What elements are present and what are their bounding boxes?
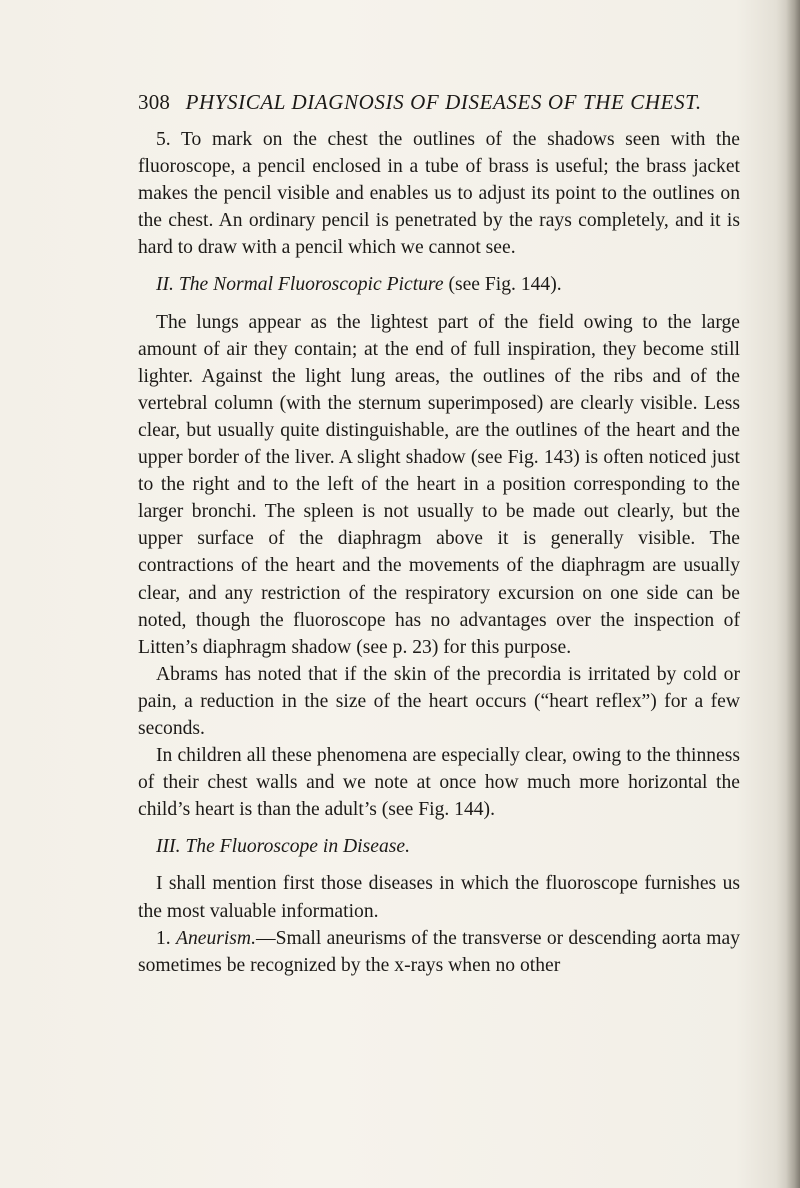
item-number: 1.	[156, 927, 171, 949]
section-figure-ref: (see Fig. 144).	[448, 274, 562, 296]
running-title: PHYSICAL DIAGNOSIS OF DISEASES OF THE CHEST.	[185, 90, 702, 114]
running-header	[138, 90, 738, 115]
section-title: The Fluoroscope in Disease.	[185, 836, 410, 858]
section-heading-normal-picture	[138, 271, 740, 298]
page-body	[138, 126, 740, 979]
section-number: III.	[156, 836, 181, 858]
page-edge-shadow	[786, 0, 800, 1188]
item-term: Aneurism.	[175, 927, 256, 949]
paragraph-children: In children all these phenomena are especially clear, owing to the thinness of their chest walls and we note at once how much more horizontal the child’s heart is than the adult’s (see Fig. 144).	[138, 745, 740, 821]
section-heading-disease	[138, 833, 740, 860]
paragraph-pencil: 5. To mark on the chest the outlines of the shadows seen with the fluoroscope, a pencil enclosed in a tube of brass is useful; the brass jacket makes the pencil visible and enables us to adjust its point to the outlines on the chest. An ordinary pencil is penetrated by the rays completely, and it is hard to draw with a pencil which we cannot see.	[138, 129, 740, 259]
paragraph-abrams: Abrams has noted that if the skin of the precordia is irritated by cold or pain, a reduction in the size of the heart occurs (“heart reflex”) for a few seconds.	[138, 663, 740, 739]
paragraph-lungs: The lungs appear as the lightest part of the field owing to the large amount of air they contain; at the end of full inspiration, they become still lighter. Against the light lung areas, the outlines of the ribs and of the vertebral column (with the sternum superimposed) are clearly visible. Less clear, but usually quite distinguishable, are the outlines of the heart and the upper border of the liver. A slight shadow (see Fig. 143) is often noticed just to the right and to the left of the heart in a position corresponding to the larger bronchi. The spleen is not usually to be made out clearly, but the upper surface of the diaphragm above it is generally visible. The contractions of the heart and the movements of the diaphragm are usually clear, and any restriction of the respiratory excursion on one side can be noted, though the fluoroscope has no advantages over the inspection of Litten’s diaphragm shadow (see p. 23) for this purpose.	[138, 311, 740, 658]
paragraph-aneurism	[138, 925, 740, 979]
section-number: II.	[156, 274, 174, 296]
paragraph-mention: I shall mention first those diseases in which the fluoroscope furnishes us the most valuable information.	[138, 873, 740, 922]
page-number: 308	[138, 90, 171, 114]
item-text: —Small aneurisms of the transverse or descending aorta may sometimes be recognized by the x-rays when no other	[138, 927, 740, 976]
section-title: The Normal Fluoroscopic Picture	[178, 274, 444, 296]
